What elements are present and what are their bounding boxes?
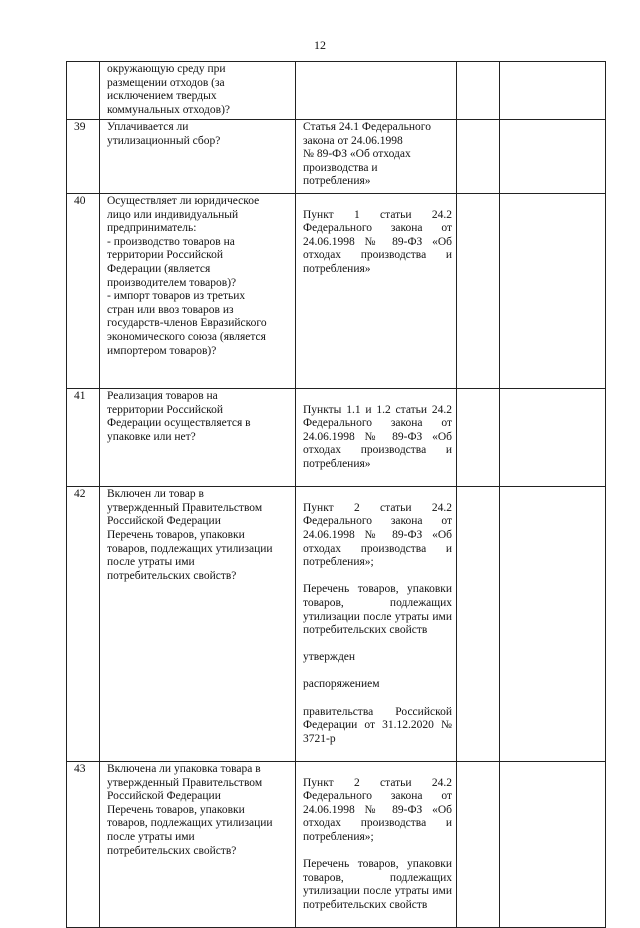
note-cell[interactable] <box>500 762 606 928</box>
answer-cell[interactable] <box>457 762 500 928</box>
answer-cell[interactable] <box>457 487 500 762</box>
table-row <box>67 120 606 194</box>
question-cell: Уплачивается ли утилизационный сбор? <box>100 120 296 194</box>
legal-basis-text: Пункт 2 статьи 24.2 Федерального закона от 24.06.1998 № 89-ФЗ «Об отходах производства и потребления»; <box>303 501 452 569</box>
note-cell[interactable] <box>500 487 606 762</box>
legal-basis-cell: Статья 24.1 Федерального закона от 24.06.1998 № 89-ФЗ «Об отходах производства и потребления» <box>296 120 457 194</box>
legal-basis-text: правительства Российской Федерации от 31.12.2020 № 3721-р <box>303 705 452 745</box>
legal-basis-text: Пункты 1.1 и 1.2 статьи 24.2 Федерального закона от 24.06.1998 № 89-ФЗ «Об отходах производства и потребления» <box>303 403 452 470</box>
row-number: 43 <box>67 762 100 928</box>
table-row <box>67 487 606 762</box>
question-cell: Реализация товаров на территории Российской Федерации осуществляется в упаковке или нет? <box>100 389 296 487</box>
note-cell[interactable] <box>500 62 606 120</box>
question-cell: Осуществляет ли юридическое лицо или индивидуальный предприниматель: - производство товаров на территории Российской Федерации (является производителем товаров)? - импорт товаров из третьих стран или ввоз товаров из государств-членов Евразийского экономического союза (является импортером товаров)? <box>100 194 296 389</box>
row-number: 40 <box>67 194 100 389</box>
checklist-table <box>66 61 606 928</box>
answer-cell[interactable] <box>457 194 500 389</box>
row-number <box>67 62 100 120</box>
question-cell: окружающую среду при размещении отходов (за исключением твердых коммунальных отходов)? <box>100 62 296 120</box>
row-number: 41 <box>67 389 100 487</box>
legal-basis-text: Перечень товаров, упаковки товаров, подлежащих утилизации после утраты ими потребительских свойств <box>303 583 452 637</box>
note-cell[interactable] <box>500 120 606 194</box>
answer-cell[interactable] <box>457 62 500 120</box>
table-row <box>67 389 606 487</box>
table-row <box>67 62 606 120</box>
answer-cell[interactable] <box>457 120 500 194</box>
legal-basis-cell <box>296 487 457 762</box>
legal-basis-text: Перечень товаров, упаковки товаров, подлежащих утилизации после утраты ими потребительских свойств <box>303 858 452 911</box>
question-cell: Включена ли упаковка товара в утвержденный Правительством Российской Федерации Перечень товаров, упаковки товаров, подлежащих утилизации после утраты ими потребительских свойств? <box>100 762 296 928</box>
question-cell: Включен ли товар в утвержденный Правительством Российской Федерации Перечень товаров, упаковки товаров, подлежащих утилизации после утраты ими потребительских свойств? <box>100 487 296 762</box>
legal-basis-cell <box>296 62 457 120</box>
legal-basis-text: утвержден <box>303 651 356 664</box>
note-cell[interactable] <box>500 389 606 487</box>
row-number: 42 <box>67 487 100 762</box>
legal-basis-text: Пункт 2 статьи 24.2 Федерального закона от 24.06.1998 № 89-ФЗ «Об отходах производства и потребления»; <box>303 776 452 843</box>
answer-cell[interactable] <box>457 389 500 487</box>
note-cell[interactable] <box>500 194 606 389</box>
legal-basis-text: Пункт 1 статьи 24.2 Федерального закона от 24.06.1998 № 89-ФЗ «Об отходах производства и потребления» <box>303 208 452 275</box>
table-row <box>67 194 606 389</box>
row-number: 39 <box>67 120 100 194</box>
legal-basis-text: распоряжением <box>303 678 380 691</box>
table-row <box>67 762 606 928</box>
legal-basis-cell <box>296 194 457 389</box>
legal-basis-cell <box>296 389 457 487</box>
legal-basis-cell <box>296 762 457 928</box>
page-number: 12 <box>314 38 326 52</box>
